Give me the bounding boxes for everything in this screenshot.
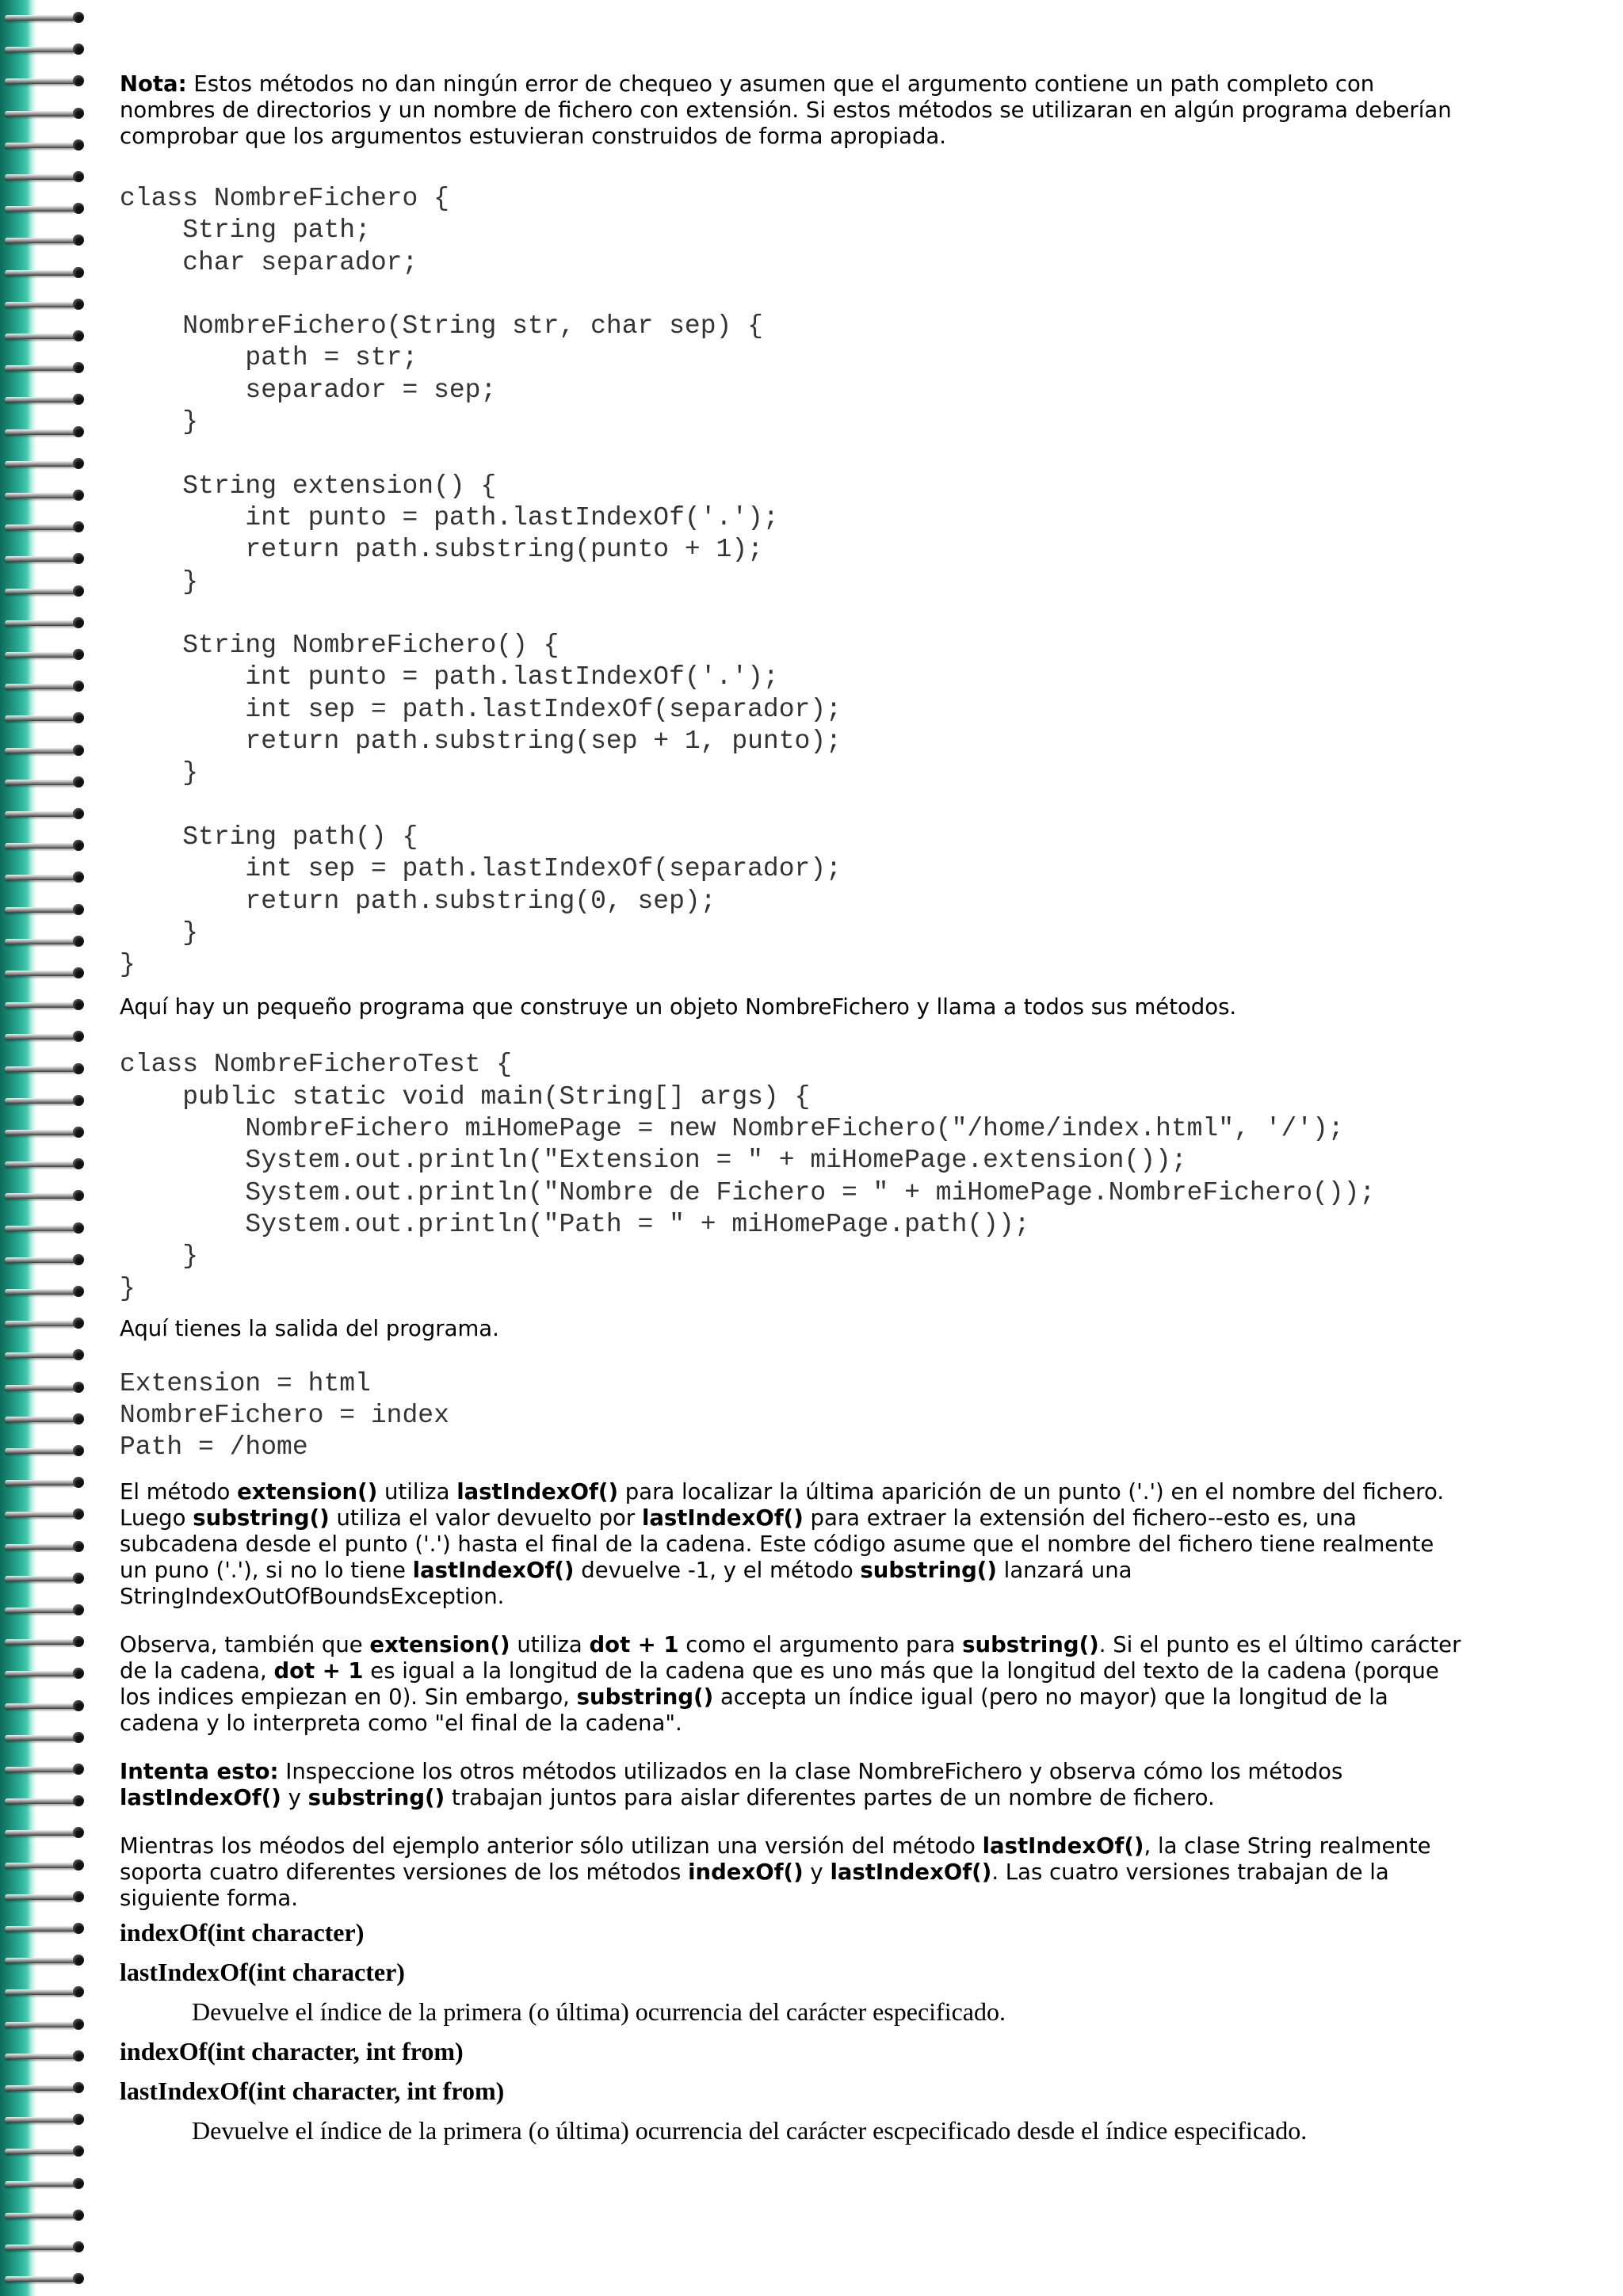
code-term: extension() bbox=[369, 1631, 510, 1657]
binding-hole bbox=[73, 2273, 84, 2284]
binding-hole bbox=[73, 553, 84, 564]
code-term: lastIndexOf() bbox=[982, 1833, 1144, 1859]
binding-wire bbox=[5, 206, 76, 212]
binding-ring bbox=[0, 1091, 95, 1110]
binding-hole bbox=[73, 139, 84, 151]
binding-hole bbox=[73, 1190, 84, 1201]
binding-hole bbox=[73, 904, 84, 915]
binding-wire bbox=[5, 429, 76, 435]
binding-ring bbox=[0, 358, 95, 377]
binding-ring bbox=[0, 1219, 95, 1238]
binding-wire bbox=[5, 748, 76, 753]
binding-ring bbox=[0, 1027, 95, 1046]
binding-ring bbox=[0, 804, 95, 823]
binding-ring bbox=[0, 2015, 95, 2034]
binding-wire bbox=[5, 1894, 76, 1900]
binding-wire bbox=[5, 15, 76, 21]
code-term: lastIndexOf() bbox=[456, 1478, 619, 1505]
binding-hole bbox=[73, 330, 84, 341]
binding-wire bbox=[5, 780, 76, 785]
code-term: indexOf() bbox=[688, 1859, 804, 1885]
binding-hole bbox=[73, 108, 84, 119]
binding-wire bbox=[5, 174, 76, 180]
binding-wire bbox=[5, 843, 76, 849]
code-term: lastIndexOf() bbox=[641, 1505, 804, 1531]
method-heading-indexof: indexOf(int character) bbox=[120, 1917, 365, 1947]
text-run: y bbox=[803, 1859, 831, 1885]
binding-hole bbox=[73, 1955, 84, 1966]
text-run: como el argumento para bbox=[678, 1631, 963, 1657]
code-term: substring() bbox=[576, 1684, 714, 1710]
binding-hole bbox=[73, 1063, 84, 1074]
code-term: lastIndexOf() bbox=[412, 1557, 575, 1583]
binding-hole bbox=[73, 1445, 84, 1456]
binding-wire bbox=[5, 1034, 76, 1039]
binding-ring bbox=[0, 1282, 95, 1301]
method-heading-indexof-from: indexOf(int character, int from) bbox=[120, 2036, 464, 2065]
binding-wire bbox=[5, 143, 76, 148]
binding-wire bbox=[5, 1989, 76, 1995]
binding-hole bbox=[73, 362, 84, 373]
binding-ring bbox=[0, 1823, 95, 1842]
binding-ring bbox=[0, 1919, 95, 1938]
binding-ring bbox=[0, 1314, 95, 1333]
binding-ring bbox=[0, 1887, 95, 1906]
binding-hole bbox=[73, 426, 84, 437]
binding-ring bbox=[0, 2142, 95, 2161]
binding-hole bbox=[73, 44, 84, 55]
binding-hole bbox=[73, 2082, 84, 2093]
binding-ring bbox=[0, 836, 95, 855]
code-term: lastIndexOf() bbox=[830, 1859, 992, 1885]
binding-ring bbox=[0, 1728, 95, 1747]
binding-ring bbox=[0, 2206, 95, 2225]
binding-wire bbox=[5, 334, 76, 339]
binding-ring bbox=[0, 1855, 95, 1875]
binding-hole bbox=[73, 299, 84, 310]
binding-ring bbox=[0, 1569, 95, 1588]
binding-hole bbox=[73, 2210, 84, 2221]
binding-wire bbox=[5, 1480, 76, 1486]
binding-wire bbox=[5, 875, 76, 880]
binding-ring bbox=[0, 40, 95, 59]
code-block-nombrefichero: class NombreFichero { String path; char separador; NombreFichero(String str, char sep) { path = str; separador = sep; } String extension() { int punto = path.lastIndexOf('.'); return path.substring(punto + 1); } String NombreFichero() { int punto = path.lastIndexOf('.'); int sep = path.lastIndexOf(separador); return path.substring(sep + 1, punto); } String path() { int sep = path.lastIndexOf(separador); return path.substring(0, sep); } } bbox=[120, 184, 842, 980]
binding-hole bbox=[73, 1286, 84, 1297]
binding-wire bbox=[5, 589, 76, 594]
binding-hole bbox=[73, 267, 84, 278]
binding-wire bbox=[5, 652, 76, 658]
binding-wire bbox=[5, 1544, 76, 1550]
binding-ring bbox=[0, 900, 95, 919]
binding-hole bbox=[73, 1382, 84, 1393]
binding-wire bbox=[5, 111, 76, 116]
binding-wire bbox=[5, 2117, 76, 2122]
try-this-label: Intenta esto: bbox=[120, 1758, 279, 1784]
intro-program-text: Aquí hay un pequeño programa que construye un objeto NombreFichero y llama a todos sus métodos. bbox=[120, 994, 1237, 1020]
binding-wire bbox=[5, 1926, 76, 1932]
text-run: , la clase String realmente soporta cuatro diferentes versiones de los métodos bbox=[120, 1833, 1431, 1885]
binding-wire bbox=[5, 1321, 76, 1326]
binding-ring bbox=[0, 582, 95, 601]
program-output-block: Extension = html NombreFichero = index Path = /home bbox=[120, 1368, 449, 1463]
binding-hole bbox=[73, 1764, 84, 1775]
binding-wire bbox=[5, 1767, 76, 1772]
binding-hole bbox=[73, 1891, 84, 1902]
method-description-1: Devuelve el índice de la primera (o última) ocurrencia del carácter especificado. bbox=[192, 1997, 1006, 2026]
binding-hole bbox=[73, 1986, 84, 1997]
binding-ring bbox=[0, 1345, 95, 1364]
code-term: substring() bbox=[860, 1557, 997, 1583]
binding-ring bbox=[0, 1473, 95, 1492]
binding-wire bbox=[5, 238, 76, 243]
binding-ring bbox=[0, 2237, 95, 2256]
binding-ring bbox=[0, 1441, 95, 1460]
binding-hole bbox=[73, 2050, 84, 2061]
method-heading-lastindexof: lastIndexOf(int character) bbox=[120, 1957, 405, 1986]
binding-hole bbox=[73, 1604, 84, 1615]
text-run: lanzará una StringIndexOutOfBoundsException. bbox=[120, 1557, 1132, 1609]
binding-ring bbox=[0, 1250, 95, 1269]
binding-ring bbox=[0, 2046, 95, 2065]
binding-wire bbox=[5, 1703, 76, 1709]
text-run: y bbox=[281, 1784, 308, 1810]
text-run: es igual a la longitud de la cadena que es uno más que la longitud del texto de la cadena (porque los indices empiezan en 0). Sin embargo, bbox=[120, 1657, 1439, 1710]
binding-hole bbox=[73, 871, 84, 883]
binding-ring bbox=[0, 1123, 95, 1142]
binding-wire bbox=[5, 1608, 76, 1613]
binding-hole bbox=[73, 2145, 84, 2157]
code-term: dot + 1 bbox=[273, 1657, 364, 1684]
binding-hole bbox=[73, 1349, 84, 1360]
binding-ring bbox=[0, 231, 95, 250]
binding-ring bbox=[0, 1760, 95, 1779]
binding-wire bbox=[5, 1671, 76, 1676]
binding-wire bbox=[5, 1289, 76, 1295]
binding-ring bbox=[0, 263, 95, 282]
binding-hole bbox=[73, 1668, 84, 1679]
binding-wire bbox=[5, 1352, 76, 1358]
binding-hole bbox=[73, 490, 84, 501]
code-term: extension() bbox=[237, 1478, 378, 1505]
binding-hole bbox=[73, 1413, 84, 1425]
binding-hole bbox=[73, 1477, 84, 1488]
binding-ring bbox=[0, 868, 95, 887]
binding-ring bbox=[0, 1186, 95, 1205]
binding-ring bbox=[0, 1632, 95, 1651]
binding-wire bbox=[5, 2245, 76, 2250]
binding-ring bbox=[0, 2174, 95, 2193]
binding-hole bbox=[73, 2178, 84, 2189]
binding-ring bbox=[0, 295, 95, 314]
binding-hole bbox=[73, 2241, 84, 2252]
binding-wire bbox=[5, 2054, 76, 2059]
binding-hole bbox=[73, 1158, 84, 1169]
binding-wire bbox=[5, 1639, 76, 1645]
code-term: substring() bbox=[193, 1505, 330, 1531]
binding-hole bbox=[73, 1827, 84, 1838]
binding-ring bbox=[0, 104, 95, 123]
binding-ring bbox=[0, 135, 95, 154]
page-content bbox=[120, 71, 1467, 2146]
binding-wire bbox=[5, 715, 76, 721]
binding-ring bbox=[0, 2110, 95, 2129]
text-run: . Si el punto es el último carácter de la cadena, bbox=[120, 1631, 1461, 1684]
binding-wire bbox=[5, 524, 76, 530]
code-term: substring() bbox=[307, 1784, 445, 1810]
binding-ring bbox=[0, 167, 95, 186]
binding-hole bbox=[73, 936, 84, 947]
versions-paragraph bbox=[120, 1833, 1467, 1912]
binding-hole bbox=[73, 1031, 84, 1042]
binding-ring bbox=[0, 1951, 95, 1970]
binding-wire bbox=[5, 811, 76, 817]
intro-output-text: Aquí tienes la salida del programa. bbox=[120, 1315, 499, 1341]
text-run: devuelve -1, y el método bbox=[574, 1557, 861, 1583]
binding-ring bbox=[0, 549, 95, 568]
text-run: trabajan juntos para aislar diferentes partes de un nombre de fichero. bbox=[445, 1784, 1215, 1810]
note-label: Nota: bbox=[120, 71, 187, 97]
binding-wire bbox=[5, 2181, 76, 2187]
binding-wire bbox=[5, 2022, 76, 2027]
text-run: para localizar la última aparición de un punto ('.') en el nombre del fichero. Luego bbox=[120, 1478, 1445, 1531]
binding-wire bbox=[5, 556, 76, 562]
binding-wire bbox=[5, 907, 76, 913]
text-run: para extraer la extensión del fichero--esto es, una subcadena desde el punto ('.') hasta el final de la cadena. Este código asume que el nombre del fichero tiene realmente un puno ('.'), si no lo tiene bbox=[120, 1505, 1434, 1583]
binding-wire bbox=[5, 1958, 76, 1963]
binding-hole bbox=[73, 1700, 84, 1711]
method-heading-lastindexof-from: lastIndexOf(int character, int from) bbox=[120, 2076, 505, 2105]
binding-hole bbox=[73, 1732, 84, 1743]
binding-wire bbox=[5, 1448, 76, 1454]
note-paragraph bbox=[120, 71, 1467, 150]
binding-hole bbox=[73, 1859, 84, 1871]
code-term: dot + 1 bbox=[589, 1631, 679, 1657]
binding-hole bbox=[73, 2019, 84, 2030]
binding-wire bbox=[5, 1385, 76, 1390]
text-run: Observa, también que bbox=[120, 1631, 370, 1657]
binding-wire bbox=[5, 2085, 76, 2091]
binding-wire bbox=[5, 461, 76, 467]
binding-hole bbox=[73, 458, 84, 469]
binding-ring bbox=[0, 708, 95, 727]
binding-wire bbox=[5, 684, 76, 689]
binding-ring bbox=[0, 645, 95, 664]
binding-ring bbox=[0, 422, 95, 441]
binding-wire bbox=[5, 1576, 76, 1581]
binding-hole bbox=[73, 1318, 84, 1329]
extension-explanation-paragraph bbox=[120, 1479, 1467, 1610]
binding-wire bbox=[5, 302, 76, 307]
text-run: utiliza el valor devuelto por bbox=[329, 1505, 642, 1531]
binding-wire bbox=[5, 1002, 76, 1008]
binding-wire bbox=[5, 365, 76, 371]
binding-hole bbox=[73, 617, 84, 628]
binding-wire bbox=[5, 1098, 76, 1104]
binding-wire bbox=[5, 1130, 76, 1135]
binding-hole bbox=[73, 394, 84, 405]
binding-ring bbox=[0, 8, 95, 27]
binding-ring bbox=[0, 677, 95, 696]
binding-hole bbox=[73, 999, 84, 1010]
binding-ring bbox=[0, 1696, 95, 1715]
binding-ring bbox=[0, 2078, 95, 2097]
binding-ring bbox=[0, 2269, 95, 2288]
note-text: Estos métodos no dan ningún error de chequeo y asumen que el argumento contiene un path completo con nombres de directorios y un nombre de fichero con extensión. Si estos métodos se utilizaran en algún programa deberían comprobar que los argumentos estuvieran construidos de forma apropiada. bbox=[120, 71, 1452, 149]
code-term: lastIndexOf() bbox=[120, 1784, 281, 1810]
binding-hole bbox=[73, 649, 84, 660]
text-run: Inspeccione los otros métodos utilizados en la clase NombreFichero y observa cómo los métodos bbox=[278, 1758, 1343, 1784]
binding-ring bbox=[0, 486, 95, 505]
binding-ring bbox=[0, 199, 95, 218]
binding-ring bbox=[0, 71, 95, 90]
binding-hole bbox=[73, 967, 84, 978]
binding-ring bbox=[0, 1664, 95, 1683]
binding-wire bbox=[5, 397, 76, 402]
binding-ring bbox=[0, 326, 95, 345]
text-run: utiliza bbox=[510, 1631, 590, 1657]
try-this-paragraph bbox=[120, 1759, 1467, 1811]
binding-wire bbox=[5, 2276, 76, 2282]
spiral-binding bbox=[0, 0, 95, 2296]
binding-wire bbox=[5, 620, 76, 626]
binding-wire bbox=[5, 1417, 76, 1422]
binding-wire bbox=[5, 78, 76, 84]
binding-hole bbox=[73, 1573, 84, 1584]
binding-wire bbox=[5, 1193, 76, 1199]
binding-hole bbox=[73, 840, 84, 851]
text-run: . Las cuatro versiones trabajan de la siguiente forma. bbox=[120, 1859, 1389, 1911]
binding-ring bbox=[0, 772, 95, 791]
text-run: accepta un índice igual (pero no mayor) que la longitud de la cadena y lo interpreta como "el final de la cadena". bbox=[120, 1684, 1388, 1736]
binding-wire bbox=[5, 270, 76, 276]
binding-ring bbox=[0, 1982, 95, 2001]
binding-wire bbox=[5, 1161, 76, 1167]
binding-hole bbox=[73, 1254, 84, 1265]
binding-ring bbox=[0, 390, 95, 409]
binding-ring bbox=[0, 517, 95, 536]
binding-hole bbox=[73, 1795, 84, 1806]
binding-wire bbox=[5, 971, 76, 976]
code-term: substring() bbox=[962, 1631, 1099, 1657]
binding-wire bbox=[5, 1226, 76, 1231]
binding-hole bbox=[73, 203, 84, 214]
binding-hole bbox=[73, 1508, 84, 1520]
binding-ring bbox=[0, 963, 95, 982]
text-run: utiliza bbox=[377, 1478, 457, 1505]
binding-ring bbox=[0, 1154, 95, 1173]
binding-hole bbox=[73, 1222, 84, 1234]
binding-hole bbox=[73, 585, 84, 597]
binding-ring bbox=[0, 1791, 95, 1810]
binding-hole bbox=[73, 745, 84, 756]
binding-wire bbox=[5, 493, 76, 498]
binding-hole bbox=[73, 1636, 84, 1647]
binding-hole bbox=[73, 776, 84, 788]
binding-hole bbox=[73, 75, 84, 86]
binding-ring bbox=[0, 1378, 95, 1397]
binding-ring bbox=[0, 1505, 95, 1524]
binding-ring bbox=[0, 613, 95, 632]
binding-ring bbox=[0, 1537, 95, 1556]
binding-hole bbox=[73, 2114, 84, 2125]
binding-ring bbox=[0, 741, 95, 760]
binding-wire bbox=[5, 1798, 76, 1804]
binding-wire bbox=[5, 1512, 76, 1517]
dot-plus-one-paragraph bbox=[120, 1632, 1467, 1737]
binding-hole bbox=[73, 1923, 84, 1934]
binding-hole bbox=[73, 1127, 84, 1138]
binding-ring bbox=[0, 1600, 95, 1619]
binding-wire bbox=[5, 1066, 76, 1072]
binding-hole bbox=[73, 1541, 84, 1552]
binding-hole bbox=[73, 808, 84, 819]
binding-wire bbox=[5, 2149, 76, 2154]
binding-hole bbox=[73, 1095, 84, 1106]
binding-ring bbox=[0, 1409, 95, 1428]
text-run: Mientras los méodos del ejemplo anterior sólo utilizan una versión del método bbox=[120, 1833, 983, 1859]
binding-hole bbox=[73, 681, 84, 692]
binding-wire bbox=[5, 1257, 76, 1263]
binding-hole bbox=[73, 235, 84, 246]
binding-ring bbox=[0, 1059, 95, 1078]
code-block-test: class NombreFicheroTest { public static void main(String[] args) { NombreFichero miHomePage = new NombreFichero("/home/index.html", '/'); System.out.println("Extension = " + miHomePage.extension()); System.out.println("Nombre de Fichero = " + miHomePage.NombreFichero()); System.out.println("Path = " + miHomePage.path()); } } bbox=[120, 1050, 1376, 1303]
binding-wire bbox=[5, 2213, 76, 2218]
binding-wire bbox=[5, 47, 76, 52]
text-run: El método bbox=[120, 1478, 238, 1505]
binding-hole bbox=[73, 12, 84, 23]
binding-wire bbox=[5, 1735, 76, 1741]
binding-hole bbox=[73, 171, 84, 182]
binding-wire bbox=[5, 1830, 76, 1836]
binding-hole bbox=[73, 712, 84, 723]
binding-ring bbox=[0, 454, 95, 473]
binding-wire bbox=[5, 1863, 76, 1868]
binding-ring bbox=[0, 932, 95, 951]
method-description-2: Devuelve el índice de la primera (o última) ocurrencia del carácter escpecificado desde el índice especificado. bbox=[192, 2115, 1308, 2145]
binding-ring bbox=[0, 995, 95, 1014]
binding-wire bbox=[5, 939, 76, 944]
binding-hole bbox=[73, 521, 84, 532]
